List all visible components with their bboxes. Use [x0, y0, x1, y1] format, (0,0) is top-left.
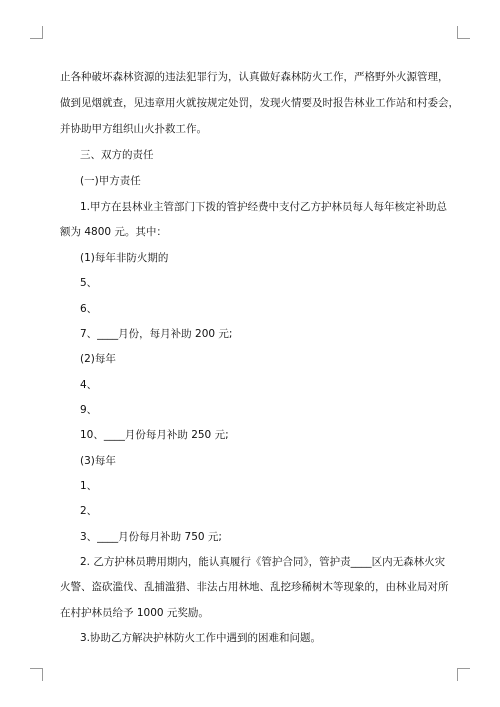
list-item: 10、____月份每月补助 250 元;: [80, 429, 229, 441]
list-item: 1、: [80, 480, 98, 492]
section-heading: 三、双方的责任: [80, 149, 154, 161]
list-item: 4、: [80, 379, 98, 391]
list-item: (2)每年: [80, 353, 116, 365]
list-item: 2、: [80, 505, 98, 517]
paragraph-line: 3.协助乙方解决护林防火工作中遇到的困难和问题。: [80, 632, 322, 644]
crop-mark-top-left: [30, 26, 43, 39]
paragraph-line: 在村护林员给予 1000 元奖励。: [60, 607, 209, 619]
paragraph-line: 额为 4800 元。其中：: [60, 226, 167, 238]
list-item: 7、____月份，每月补助 200 元;: [80, 328, 233, 340]
list-item: 9、: [80, 404, 98, 416]
paragraph-line: 1.甲方在县林业主管部门下拨的管护经费中支付乙方护林员每人每年核定补助总: [80, 201, 448, 213]
crop-mark-top-right: [457, 26, 470, 39]
list-item: 3、____月份每月补助 750 元;: [80, 531, 222, 543]
paragraph-line: 火警、盗砍滥伐、乱捕滥猎、非法占用林地、乱挖珍稀树木等现象的，由林业局对所: [60, 581, 449, 593]
crop-mark-bottom-left: [30, 668, 43, 681]
list-item: 5、: [80, 277, 98, 289]
paragraph-line: 止各种破坏森林资源的违法犯罪行为，认真做好森林防火工作，严格野外火源管理，: [60, 71, 449, 83]
subsection-heading: (一)甲方责任: [80, 175, 141, 187]
crop-mark-bottom-right: [457, 668, 470, 681]
list-item: (3)每年: [80, 455, 116, 467]
list-item: 6、: [80, 303, 98, 315]
paragraph-line: 2. 乙方护林员聘用期内，能认真履行《管护合同》，管护责____区内无森林火灾: [80, 556, 446, 568]
paragraph-line: 并协助甲方组织山火扑救工作。: [60, 123, 207, 135]
list-item: (1)每年非防火期的: [80, 252, 169, 264]
paragraph-line: 做到见烟就查，见违章用火就按规定处罚，发现火情要及时报告林业工作站和村委会，: [60, 97, 459, 109]
